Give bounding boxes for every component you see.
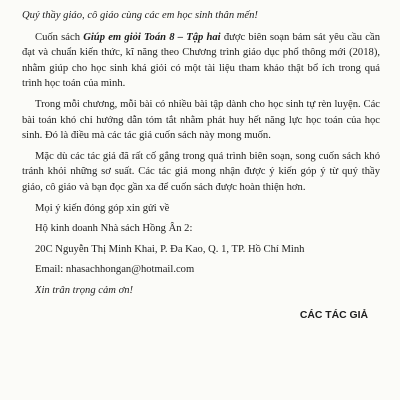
intro-paragraph (22, 30, 380, 92)
greeting: Quý thầy giáo, cô giáo cùng các em học sinh thân mến! (22, 10, 258, 21)
feedback-paragraph: Mặc dù các tác giả đã rất cố gắng trong quá trình biên soạn, song cuốn sách khó tránh khỏi những sơ suất. Các tác giả mong nhận được ý kiến góp ý từ quý thầy giáo, cô giáo và bạn đọc gần xa để cuốn sách được hoàn thiện hơn. (22, 150, 380, 193)
intro-text-after: được biên soạn bám sát yêu cầu cần đạt và chuẩn kiến thức, kĩ năng theo Chương trình giáo dục phổ thông mới (2018), nhằm giúp cho học sinh khá giỏi có một tài liệu tham khảo thật bổ ích trong quá trình học toán của mình. (22, 31, 380, 90)
contact-intro: Mọi ý kiến đóng góp xin gửi về (35, 202, 170, 214)
address: 20C Nguyễn Thị Minh Khai, P. Đa Kao, Q. 1, TP. Hồ Chí Minh (35, 243, 305, 255)
intro-text-before: Cuốn sách (35, 31, 84, 43)
business-name: Hộ kinh doanh Nhà sách Hồng Ân 2: (35, 223, 193, 235)
book-title: Giúp em giỏi Toán 8 – Tập hai (83, 31, 221, 43)
chapter-paragraph: Trong mỗi chương, mỗi bài có nhiều bài tập dành cho học sinh tự rèn luyện. Các bài toán khó chỉ hướng dẫn tóm tắt nhằm phát huy hết năng lực học toán của học sinh. Đó là điều mà các tác giả cuốn sách này mong muốn. (22, 98, 380, 142)
thanks: Xin trân trọng cảm ơn! (35, 284, 134, 296)
signature: CÁC TÁC GIẢ (299, 309, 368, 321)
email: Email: nhasachhongan@hotmail.com (35, 264, 195, 276)
